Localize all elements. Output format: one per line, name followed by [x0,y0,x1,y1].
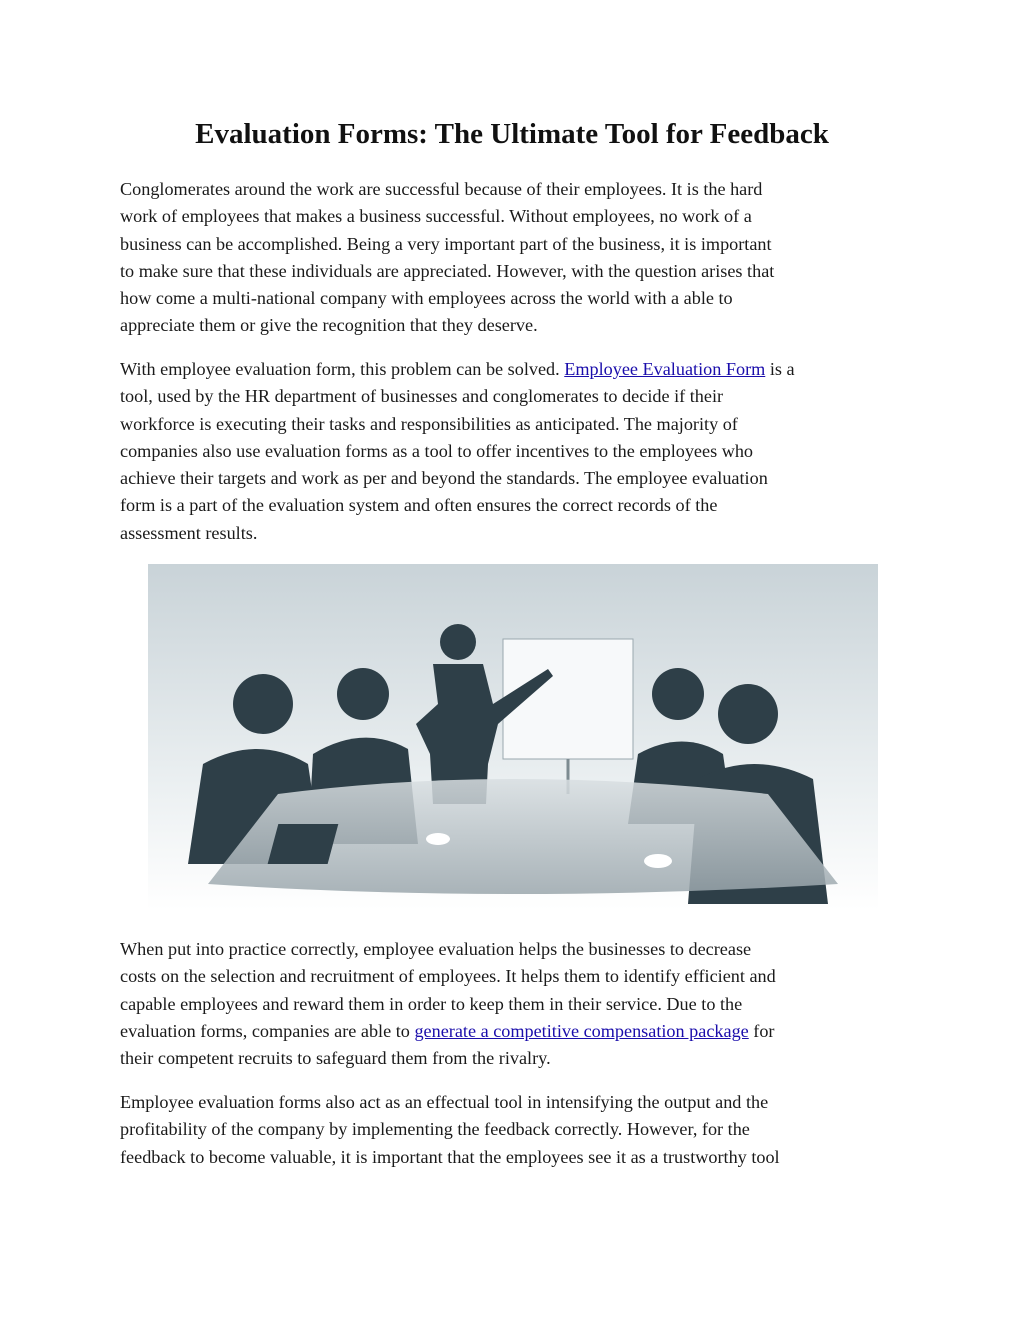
text-line: to make sure that these individuals are appreciated. However, with the question arises that [120,260,775,281]
text-line: their competent recruits to safeguard them from the rivalry. [120,1048,551,1069]
text-line: companies also use evaluation forms as a tool to offer incentives to the employees who [120,440,754,461]
text-line: capable employees and reward them in order to keep them in their service. Due to the [120,993,743,1014]
text-line: work of employees that makes a business successful. Without employees, no work of a [120,206,752,227]
text-line [120,356,920,383]
feedback-paragraph [120,1089,920,1171]
text-line: profitability of the company by implementing the feedback correctly. However, for the [120,1119,750,1140]
text-line: costs on the selection and recruitment of employees. It helps them to identify efficient and [120,966,776,987]
text: is a [765,359,795,379]
text-line: assessment results. [120,522,258,543]
text-line: how come a multi-national company with employees across the world with a able to [120,288,733,309]
text-line [120,1018,920,1045]
page-title: Evaluation Forms: The Ultimate Tool for Feedback [195,118,829,150]
intro-paragraph [120,176,920,340]
text: for [748,1020,775,1041]
compensation-package-link[interactable]: generate a competitive compensation package [414,1020,749,1041]
definition-paragraph [120,356,920,547]
text-line: Conglomerates around the work are successful because of their employees. It is the hard [120,179,763,199]
text-line: form is a part of the evaluation system and often ensures the correct records of the [120,495,718,516]
text-line: feedback to become valuable, it is important that the employees see it as a trustworthy tool [120,1146,780,1167]
text-line: achieve their targets and work as per and beyond the standards. The employee evaluation [120,468,768,489]
employee-evaluation-form-link[interactable]: Employee Evaluation Form [564,359,766,379]
text: evaluation forms, companies are able to [120,1020,415,1041]
text-line: When put into practice correctly, employee evaluation helps the businesses to decrease [120,939,752,959]
text-line: workforce is executing their tasks and responsibilities as anticipated. The majority of [120,413,738,434]
text: With employee evaluation form, this problem can be solved. [120,359,565,379]
business-meeting-silhouette-image [148,564,878,910]
benefits-paragraph [120,936,920,1072]
text-line: business can be accomplished. Being a very important part of the business, it is important [120,233,772,254]
meeting-illustration [148,564,878,910]
text-line: appreciate them or give the recognition that they deserve. [120,315,538,336]
text-line: tool, used by the HR department of businesses and conglomerates to decide if their [120,386,724,407]
text-line: Employee evaluation forms also act as an effectual tool in intensifying the output and the [120,1092,769,1112]
